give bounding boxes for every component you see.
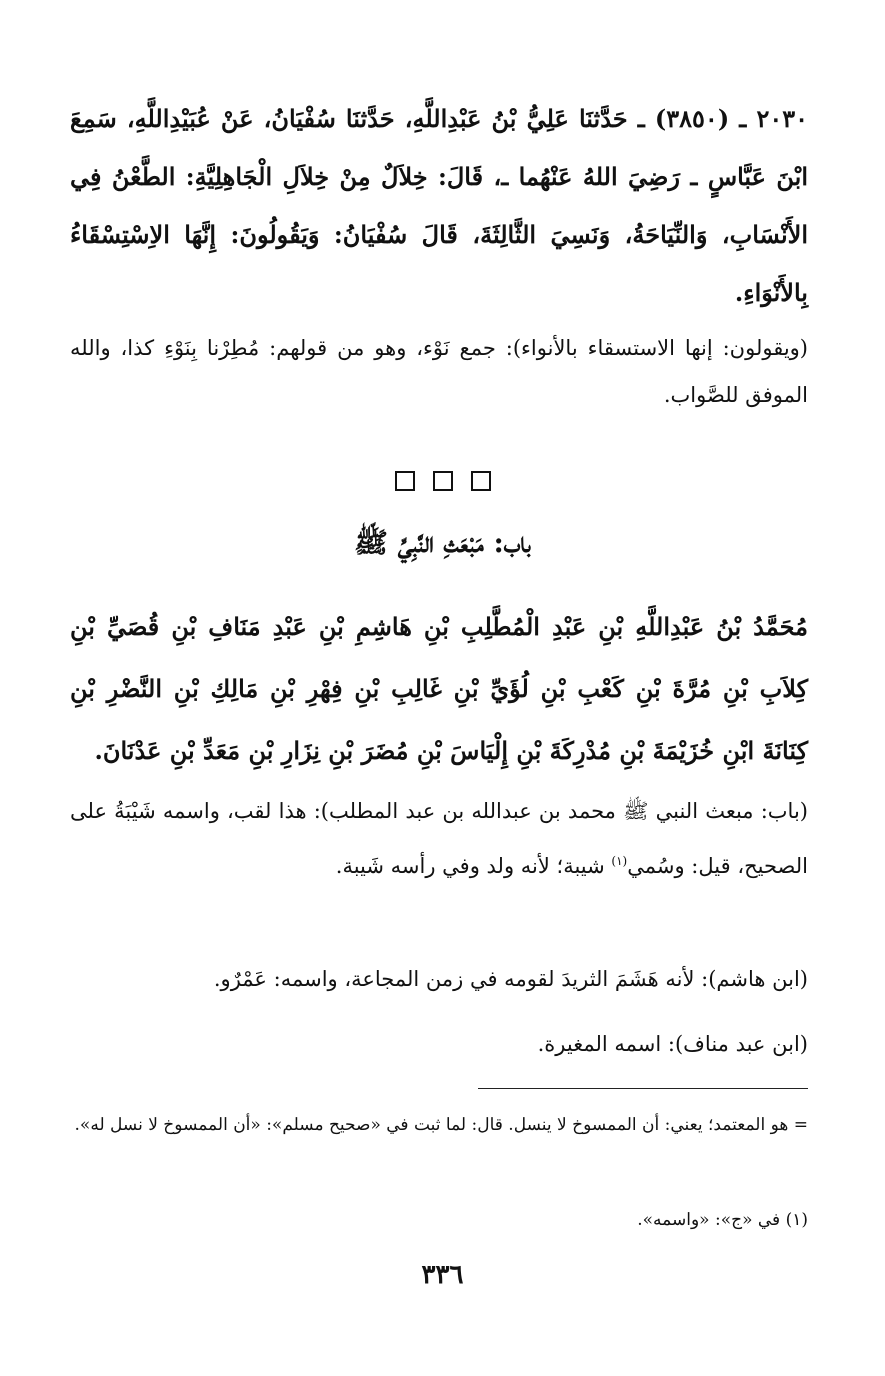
footnote-divider	[478, 1088, 808, 1089]
commentary-paragraph-3: (ابن هاشم): لأنه هَشَمَ الثريدَ لقومه في زمن المجاعة، واسمه: عَمْرٌو.	[213, 967, 808, 991]
section-separator	[0, 471, 885, 491]
commentary-paragraph-2	[70, 786, 808, 891]
footnote-reference: (١)	[611, 854, 628, 868]
footnote-continuation: = هو المعتمد؛ يعني: أن الممسوخ لا ينسل. قال: لما ثبت في «صحيح مسلم»: «أن الممسوخ لا نسل له».	[74, 1115, 808, 1135]
commentary-paragraph-4: (ابن عبد مناف): اسمه المغيرة.	[537, 1032, 808, 1056]
hadith-text: ٢٠٣٠ ـ (٣٨٥٠) ـ حَدَّثنَا عَلِيُّ بْنُ عَبْدِاللَّهِ، حَدَّثنَا سُفْيَانُ، عَنْ عُبَيْدِاللَّهِ، سَمِعَ ابْنَ عَبَّاسٍ ـ رَضِيَ اللهُ عَنْهُما ـ، قَالَ: خِلاَلٌ مِنْ خِلاَلِ الْجَاهِلِيَّةِ: الطَّعْنُ فِي الأَنْسَابِ، وَالنِّيَاحَةُ، وَنَسِيَ الثَّالِثَةَ، قَالَ سُفْيَانُ: وَيَقُولُونَ: إِنَّهَا الاِسْتِسْقَاءُ بِالأَنْوَاءِ.	[70, 104, 808, 307]
footnote-1: (١) في «ج»: «واسمه».	[637, 1210, 808, 1230]
commentary-text: شيبة؛ لأنه ولد وفي رأسه شَيبة.	[335, 854, 612, 878]
commentary-text: (باب: مبعث النبي ﷺ محمد بن عبدالله بن عبد المطلب): هذا لقب، واسمه شَيْبَةُ على الصحيح، قيل: وسُمي	[70, 799, 808, 878]
page-number: ٣٣٦	[421, 1260, 464, 1290]
square-ornament-icon	[433, 471, 453, 491]
commentary-paragraph-1: (ويقولون: إنها الاستسقاء بالأنواء): جمع نَوْء، وهو من قولهم: مُطِرْنا بِنَوْءِ كذا، والله الموفق للصَّواب.	[70, 336, 808, 407]
lineage-text: مُحَمَّدُ بْنُ عَبْدِاللَّهِ بْنِ عَبْدِ الْمُطَّلِبِ بْنِ هَاشِمِ بْنِ عَبْدِ مَنَافِ بْنِ قُصَيِّ بْنِ كِلاَبِ بْنِ مُرَّةَ بْنِ كَعْبِ بْنِ لُؤَيِّ بْنِ غَالِبِ بْنِ فِهْرِ بْنِ مَالِكِ بْنِ النَّضْرِ بْنِ كِنَانَةَ ابْنِ خُزَيْمَةَ بْنِ مُدْرِكَةَ بْنِ إِلْيَاسَ بْنِ مُضَرَ بْنِ نِزَارِ بْنِ مَعَدِّ بْنِ عَدْنَانَ.	[70, 612, 808, 765]
square-ornament-icon	[395, 471, 415, 491]
chapter-heading: باب: مَبْعَثِ النَّبِيِّ ﷺ	[354, 526, 531, 559]
square-ornament-icon	[471, 471, 491, 491]
